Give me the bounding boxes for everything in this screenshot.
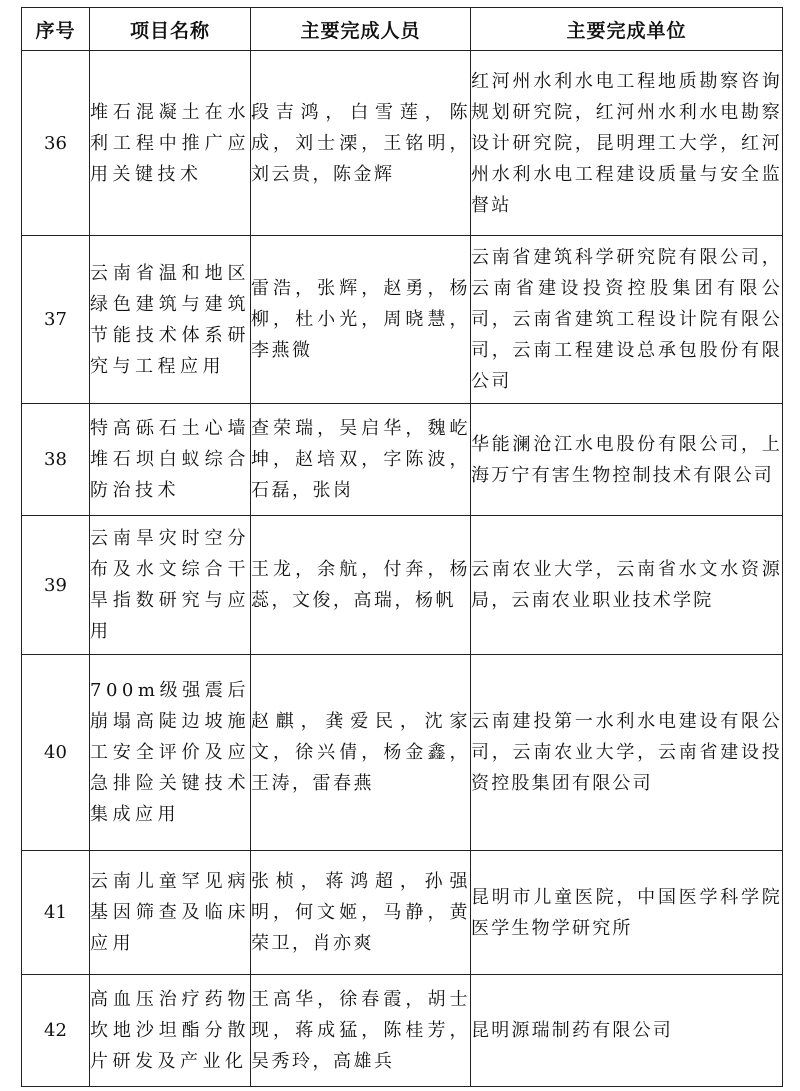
row-unit: 云南省建筑科学研究院有限公司，云南省建设投资控股集团有限公司，云南省建筑工程设计院有限公司，云南工程建设总承包股份有限公司: [471, 236, 783, 404]
row-unit: 红河州水利水电工程地质勘察咨询规划研究院，红河州水利水电勘察设计研究院，昆明理工大学，红河州水利水电工程建设质量与安全监督站: [471, 51, 783, 236]
header-project: 项目名称: [90, 8, 251, 51]
table-row: [22, 851, 783, 975]
table-row: [22, 975, 783, 1087]
table-row: [22, 655, 783, 851]
header-row: [22, 8, 783, 51]
row-people: 王高华，徐春霞，胡士现，蒋成猛，陈桂芳，吴秀玲，高雄兵: [251, 975, 471, 1087]
row-people: 查荣瑞，吴启华，魏屹坤，赵培双，字陈波，石磊，张岗: [251, 404, 471, 516]
row-unit: 云南建投第一水利水电建设有限公司，云南农业大学，云南省建设投资控股集团有限公司: [471, 655, 783, 851]
row-people: 赵麒，龚爱民，沈家文，徐兴倩，杨金鑫，王涛，雷春燕: [251, 655, 471, 851]
header-seq: 序号: [22, 8, 90, 51]
table-row: [22, 236, 783, 404]
row-unit: 昆明源瑞制药有限公司: [471, 975, 783, 1087]
row-seq: 39: [22, 516, 90, 655]
row-people: 王龙，余航，付奔，杨蕊，文俊，高瑞，杨帆: [251, 516, 471, 655]
row-unit: 云南农业大学，云南省水文水资源局，云南农业职业技术学院: [471, 516, 783, 655]
row-project: 700m级强震后崩塌高陡边坡施工安全评价及应急排险关键技术集成应用: [90, 655, 251, 851]
row-seq: 42: [22, 975, 90, 1087]
row-people: 张桢，蒋鸿超，孙强明，何文姬，马静，黄荣卫，肖亦爽: [251, 851, 471, 975]
row-project: 云南旱灾时空分布及水文综合干旱指数研究与应用: [90, 516, 251, 655]
row-unit: 华能澜沧江水电股份有限公司，上海万宁有害生物控制技术有限公司: [471, 404, 783, 516]
awards-table: [21, 7, 783, 1087]
row-seq: 36: [22, 51, 90, 236]
row-seq: 41: [22, 851, 90, 975]
row-unit: 昆明市儿童医院，中国医学科学院医学生物学研究所: [471, 851, 783, 975]
table-row: [22, 404, 783, 516]
row-people: 雷浩，张辉，赵勇，杨柳，杜小光，周晓慧，李燕微: [251, 236, 471, 404]
header-people: 主要完成人员: [251, 8, 471, 51]
table-row: [22, 516, 783, 655]
row-seq: 40: [22, 655, 90, 851]
row-seq: 38: [22, 404, 90, 516]
header-unit: 主要完成单位: [471, 8, 783, 51]
row-project: 特高砾石土心墙堆石坝白蚁综合防治技术: [90, 404, 251, 516]
row-project: 云南省温和地区绿色建筑与建筑节能技术体系研究与工程应用: [90, 236, 251, 404]
row-project: 高血压治疗药物坎地沙坦酯分散片研发及产业化: [90, 975, 251, 1087]
row-seq: 37: [22, 236, 90, 404]
table-row: [22, 51, 783, 236]
row-project: 云南儿童罕见病基因筛查及临床应用: [90, 851, 251, 975]
row-people: 段吉鸿，白雪莲，陈成，刘士溧，王铭明，刘云贵，陈金辉: [251, 51, 471, 236]
row-project: 堆石混凝土在水利工程中推广应用关键技术: [90, 51, 251, 236]
